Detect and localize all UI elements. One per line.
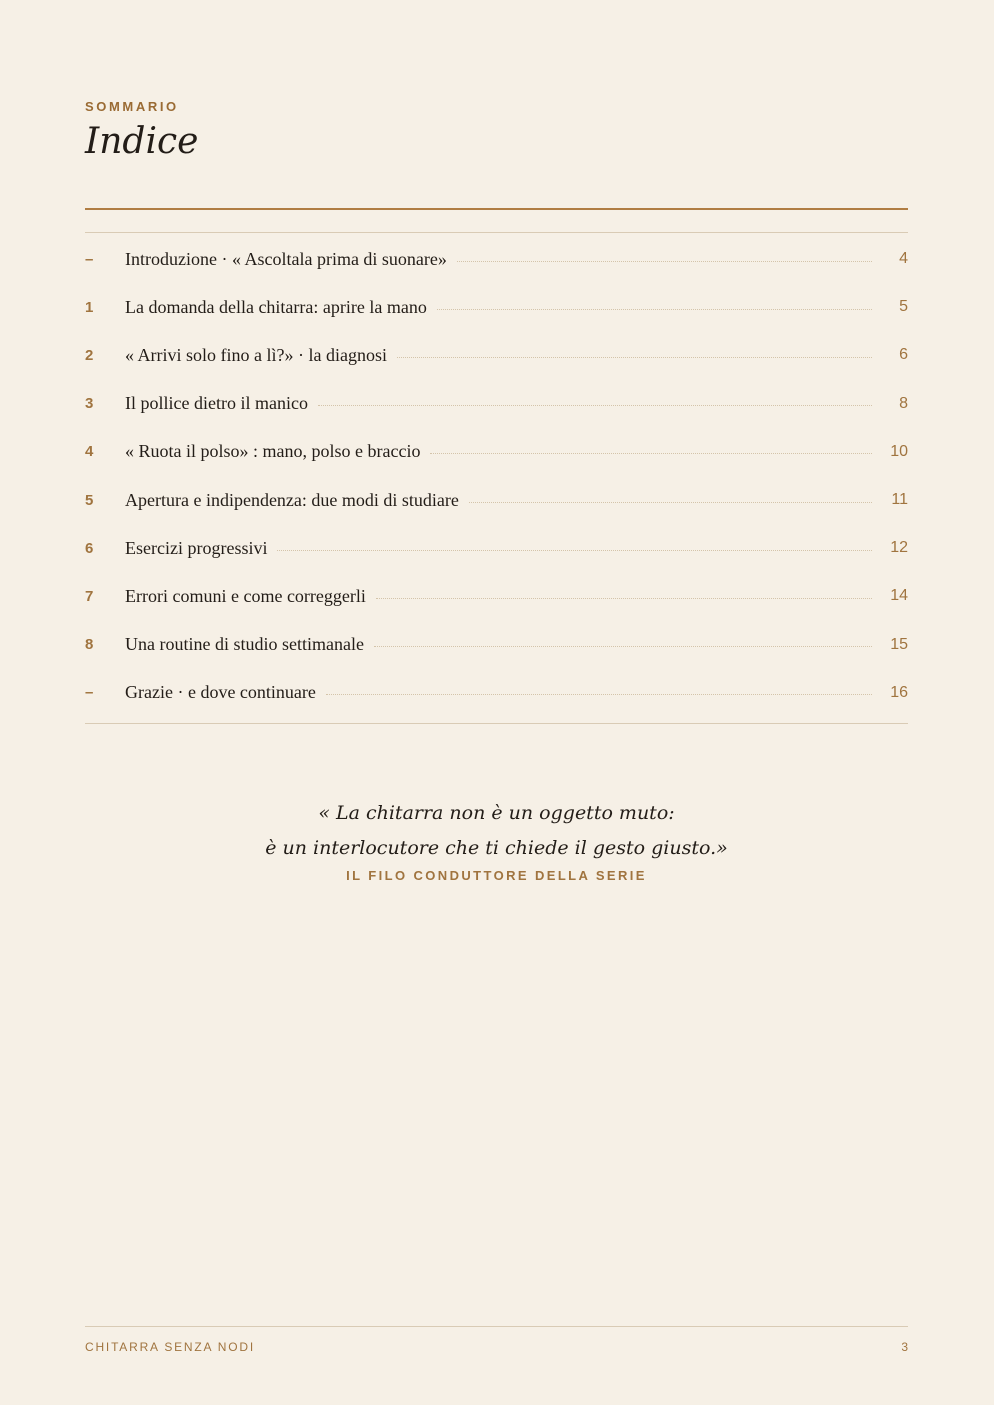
toc-entry-title: Apertura e indipendenza: due modi di studiare	[125, 489, 459, 510]
toc-top-divider	[85, 232, 908, 233]
dot-leader	[277, 550, 872, 551]
toc-entry[interactable]	[85, 572, 908, 620]
toc-entry-page: 6	[899, 346, 908, 364]
table-of-contents	[85, 235, 908, 717]
toc-entry[interactable]	[85, 235, 908, 283]
toc-entry-title: Grazie · e dove continuare	[125, 682, 316, 703]
toc-entry-page: 14	[890, 587, 908, 605]
page-number: 3	[901, 1340, 908, 1354]
toc-entry-title: Introduzione · « Ascoltala prima di suonare»	[125, 248, 447, 269]
toc-entry-page: 10	[890, 442, 908, 460]
toc-entry-title: « Arrivi solo fino a lì?» · la diagnosi	[125, 344, 387, 365]
toc-entry-title: La domanda della chitarra: aprire la mano	[125, 296, 427, 317]
toc-entry-page: 8	[899, 394, 908, 412]
footer-divider	[85, 1326, 908, 1327]
toc-entry-page: 15	[890, 635, 908, 653]
toc-entry-title: Esercizi progressivi	[125, 537, 268, 558]
section-eyebrow: SOMMARIO	[85, 99, 179, 114]
toc-entry-number: 8	[85, 636, 94, 654]
toc-entry-number: –	[85, 684, 94, 702]
page-title: Indice	[85, 121, 199, 162]
epigraph-line-2: è un interlocutore che ti chiede il gesto giusto.»	[265, 837, 728, 859]
dot-leader	[318, 405, 872, 406]
dot-leader	[437, 309, 872, 310]
dot-leader	[397, 357, 872, 358]
toc-entry-number: 7	[85, 587, 94, 605]
toc-entry-number: 1	[85, 298, 94, 316]
toc-entry-page: 5	[899, 298, 908, 316]
toc-entry[interactable]	[85, 331, 908, 379]
toc-entry-number: 4	[85, 443, 94, 461]
toc-entry-page: 4	[899, 250, 908, 268]
toc-entry-page: 11	[891, 491, 908, 509]
toc-page	[85, 0, 908, 1405]
toc-entry-number: 5	[85, 491, 94, 509]
running-footer-title: CHITARRA SENZA NODI	[85, 1340, 255, 1354]
dot-leader	[374, 646, 872, 647]
epigraph-line-1: « La chitarra non è un oggetto muto:	[318, 802, 675, 824]
toc-entry[interactable]	[85, 621, 908, 669]
toc-entry-number: 2	[85, 346, 94, 364]
toc-entry-title: Il pollice dietro il manico	[125, 393, 308, 414]
toc-entry[interactable]	[85, 476, 908, 524]
toc-entry-title: « Ruota il polso» : mano, polso e braccio	[125, 441, 421, 462]
epigraph	[85, 796, 908, 883]
toc-entry[interactable]	[85, 283, 908, 331]
dot-leader	[457, 261, 872, 262]
dot-leader	[469, 502, 872, 503]
toc-entry[interactable]	[85, 428, 908, 476]
toc-entry-title: Errori comuni e come correggerli	[125, 585, 366, 606]
toc-entry[interactable]	[85, 380, 908, 428]
toc-entry-page: 16	[890, 683, 908, 701]
toc-entry-number: 6	[85, 539, 94, 557]
dot-leader	[430, 453, 872, 454]
toc-entry[interactable]	[85, 524, 908, 572]
toc-entry-title: Una routine di studio settimanale	[125, 634, 364, 655]
title-divider	[85, 208, 908, 210]
dot-leader	[376, 598, 872, 599]
epigraph-caption: IL FILO CONDUTTORE DELLA SERIE	[346, 868, 647, 883]
toc-entry[interactable]	[85, 669, 908, 717]
dot-leader	[326, 694, 872, 695]
toc-entry-number: –	[85, 250, 94, 268]
toc-entry-page: 12	[890, 539, 908, 557]
toc-entry-number: 3	[85, 395, 94, 413]
toc-bottom-divider	[85, 723, 908, 724]
